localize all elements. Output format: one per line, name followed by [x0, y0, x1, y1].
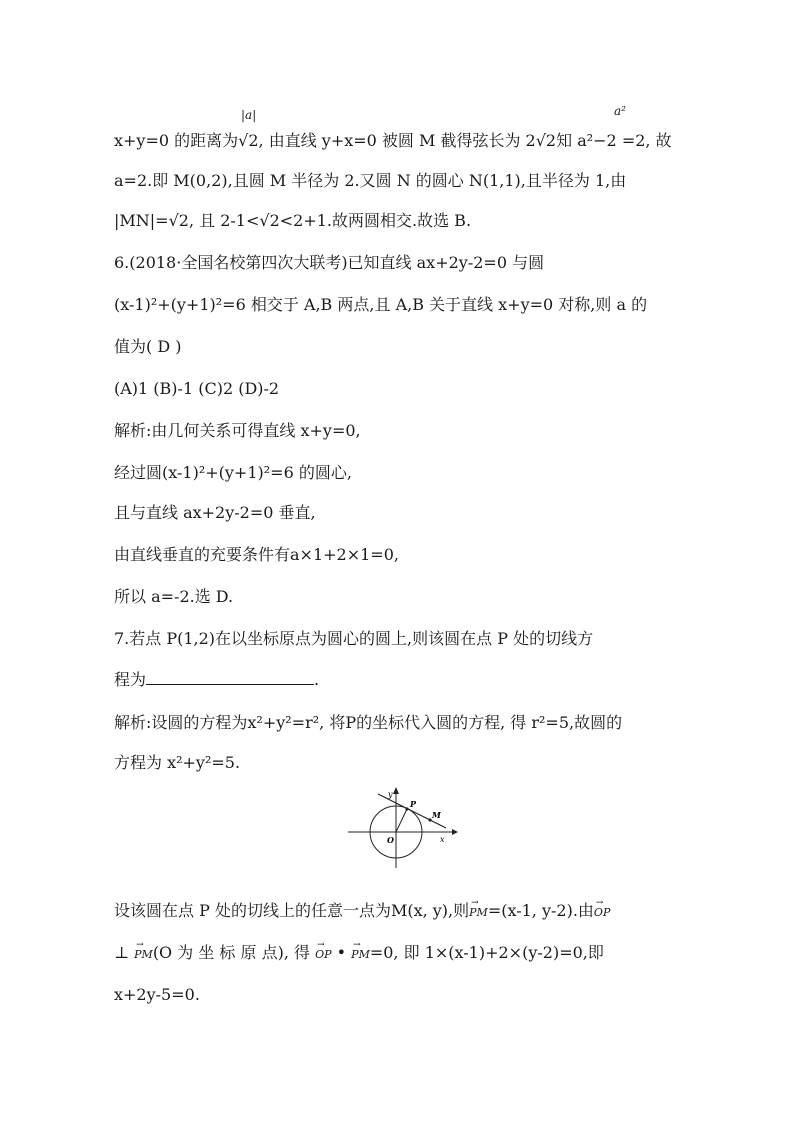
- vector-pm-3: → PM: [351, 944, 370, 966]
- answer-6-line-5: 所以 a=-2.选 D.: [114, 587, 234, 606]
- answer-7-4-text-b: (O 为 坐 标 原 点), 得: [152, 943, 311, 962]
- point-p: [405, 807, 408, 810]
- x-axis-arrow: [452, 829, 458, 835]
- answer-6-line-3: 且与直线 ax+2y-2=0 垂直,: [114, 503, 316, 522]
- label-m: M: [432, 810, 441, 820]
- answer-6-line-2: 经过圆(x-1)²+(y+1)²=6 的圆心,: [114, 463, 352, 482]
- answer-7-line-3: [114, 900, 610, 924]
- vector-pm-2: → PM: [134, 944, 153, 966]
- vector-op-2: → OP: [315, 944, 331, 966]
- question-6-line-1: 6.(2018·全国名校第四次大联考)已知直线 ax+2y-2=0 与圆: [114, 253, 545, 272]
- perp-symbol: ⊥: [114, 943, 130, 962]
- question-6-line-3: 值为( D ): [114, 337, 182, 356]
- question-7-end: .: [314, 670, 320, 689]
- dot-product-symbol: •: [336, 943, 347, 962]
- solution-line-1: x+y=0 的距离为√2, 由直线 y+x=0 被圆 M 截得弦长为 2√2知 a²−2 =2, 故: [114, 131, 672, 150]
- solution-line-2: a=2.即 M(0,2),且圆 M 半径为 2.又圆 N 的圆心 N(1,1),且半径为 1,由: [114, 171, 627, 190]
- label-o: O: [387, 835, 394, 845]
- label-y: y: [388, 790, 393, 799]
- question-6-options: (A)1 (B)-1 (C)2 (D)-2: [114, 379, 280, 398]
- answer-7-4-text-d: =0, 即 1×(x-1)+2×(y-2)=0,即: [369, 943, 604, 962]
- question-7-line-1: 7.若点 P(1,2)在以坐标原点为圆心的圆上,则该圆在点 P 处的切线方: [114, 629, 594, 648]
- solution-line-3: |MN|=√2, 且 2-1<√2<2+1.故两圆相交.故选 B.: [114, 211, 472, 230]
- answer-7-line-1: 解析:设圆的方程为x²+y²=r², 将P的坐标代入圆的方程, 得 r²=5,故圆的: [114, 713, 623, 732]
- answer-7-line-5: x+2y-5=0.: [114, 985, 200, 1004]
- radius-op: [396, 809, 407, 832]
- vector-op: → OP: [594, 902, 610, 924]
- answer-6-line-4: 由直线垂直的充要条件有a×1+2×1=0,: [114, 545, 399, 564]
- answer-7-line-2: 方程为 x²+y²=5.: [114, 753, 241, 772]
- circle-tangent-figure: [340, 782, 460, 872]
- fraction-numerator-2: a²: [614, 104, 626, 118]
- question-7-prefix: 程为: [114, 670, 147, 689]
- y-axis-arrow: [393, 787, 399, 794]
- answer-7-3-text-b: =(x-1, y-2).由: [487, 901, 594, 920]
- question-7-line-2: [114, 668, 319, 691]
- label-p: P: [410, 799, 417, 809]
- question-6-line-2: (x-1)²+(y+1)²=6 相交于 A,B 两点,且 A,B 关于直线 x+y=0 对称,则 a 的: [114, 295, 648, 314]
- answer-7-line-4: [114, 942, 604, 966]
- answer-6-line-1: 解析:由几何关系可得直线 x+y=0,: [114, 421, 361, 440]
- label-x: x: [440, 835, 445, 844]
- answer-blank: [146, 668, 314, 685]
- answer-7-3-text-a: 设该圆在点 P 处的切线上的任意一点为M(x, y),则: [114, 901, 470, 920]
- vector-pm: → PM: [469, 902, 488, 924]
- fraction-numerator: |a|: [241, 108, 257, 122]
